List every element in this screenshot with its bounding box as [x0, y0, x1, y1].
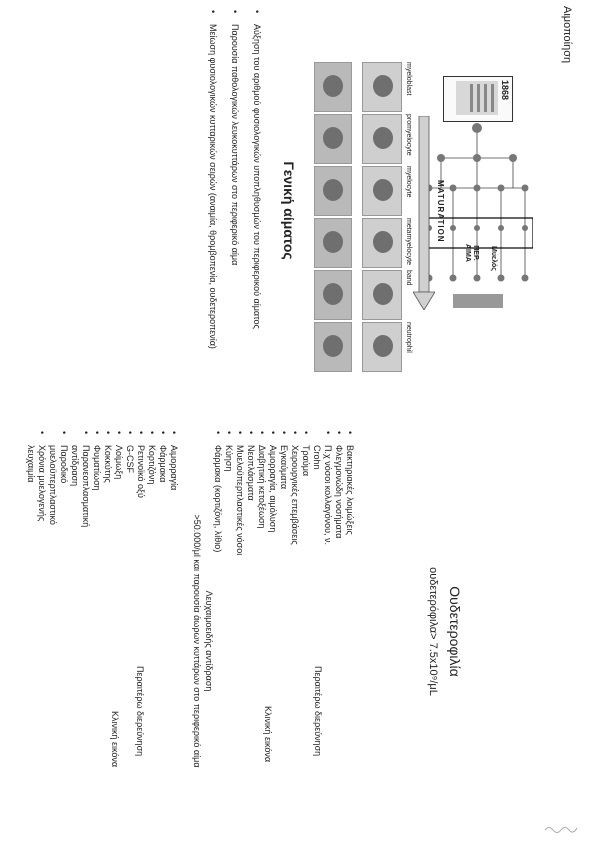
list-item: • Π.χ νόσοι κολλαγόνου, ν. [322, 431, 333, 631]
list-item: • Παρανεοπλασματική [80, 431, 91, 611]
list-item: • Χρόνια μυελογενής [36, 431, 47, 611]
causes-list [212, 431, 355, 631]
cell-image [362, 62, 402, 112]
list-item: • Διαβητική κετοξέωση [256, 431, 267, 631]
list-item: • Φλεγμονώδη νοσήματα [333, 431, 344, 631]
list-item: αντίδραση [70, 445, 80, 487]
hemopoiesis-label: Αιμοποίηση [561, 6, 573, 64]
stage-myeloblast [304, 62, 412, 112]
list-item: • Αύξηση του αριθμού φυσιολογικών υποπληθυσμών του περιφερικού αίματος [251, 10, 263, 410]
stage-band [304, 270, 412, 320]
note-clinical-picture: Κλινική εικόνα [110, 711, 120, 768]
peripheral-blood-label: ΠΕΡ. ΑΙΜΑ [464, 244, 479, 262]
note-further-investigation: Περαιτέρω διερεύνηση [135, 666, 145, 757]
maturation-label: MATURATION [436, 180, 445, 243]
pen-mark [543, 824, 583, 834]
list-item: • Φάρμακα (κορτιζόνη, λίθιο) [212, 431, 223, 631]
stage-label: myeloblast [405, 62, 412, 96]
stage-metamyelocyte [304, 218, 412, 268]
list-item: • Φάρμακα [157, 431, 168, 611]
list-item: • Εγκαύματα [278, 431, 289, 631]
cell-image [362, 218, 402, 268]
maturation-stages [304, 62, 412, 372]
cell-image [362, 114, 402, 164]
stage-promyelocyte [304, 114, 412, 164]
list-item: • Νεοπλάσματα [245, 431, 256, 631]
list-item: • Αιμορραγία, αιμόλυση [267, 431, 278, 631]
stage-label: myelocyte [405, 166, 412, 198]
list-item: • Λοίμωξη [113, 431, 124, 611]
list-item: • Τραύμα [300, 431, 311, 631]
list-item: • Βακτηριακές λοιμώξεις [344, 431, 355, 631]
maturation-arrow [413, 116, 435, 310]
cell-image [314, 270, 352, 320]
slide-subtitle: ουδετερόφιλα> 7.5x10⁹/μL [427, 567, 439, 696]
slide-title: Ουδετεροφιλία [447, 586, 463, 677]
cell-image [362, 322, 402, 372]
stage-label: metamyelocyte [405, 218, 412, 266]
list-item: • Μείωση φυσιολογικών κυτταρικών σειρών (αναιμία, θρομβοπενία, ουδετεροπενία) [207, 10, 219, 410]
list-item: μυελοϋπερπλαστικό [48, 445, 58, 525]
list-item: • Χειρουργικές επεμβάσεις [289, 431, 300, 631]
slide-neutrophilia-content [0, 421, 595, 842]
stage-label: band [405, 270, 412, 286]
slide-title: Γενική αίματος [281, 161, 297, 260]
list-item: • Κύηση [223, 431, 234, 631]
stage-label: promyelocyte [405, 114, 412, 156]
leukemoid-causes-list [25, 431, 179, 611]
list-item: • Κορτιζόνη [146, 431, 157, 611]
list-item: • Ρετινοϊκό οξύ [135, 431, 146, 611]
note-clinical-picture: Κλινική εικόνα [263, 706, 273, 763]
stage-myelocyte [304, 166, 412, 216]
cell-image [314, 166, 352, 216]
list-item: • Φυματίωση [91, 431, 102, 611]
list-item: • Παροδικό [58, 431, 69, 611]
list-item: λευχαιμία [26, 445, 36, 483]
cell-image [314, 322, 352, 372]
list-item: Crohn [312, 445, 322, 470]
list-item: • Αιμορραγία [168, 431, 179, 611]
bone-marrow-label: Μυελός [490, 246, 497, 271]
cell-image [362, 166, 402, 216]
cell-image [314, 114, 352, 164]
stage-label: neutrophil [405, 322, 412, 353]
slide-neutrophilia [0, 421, 595, 842]
bullet-list [197, 10, 263, 410]
list-item: • Κοκκύτης [102, 431, 113, 611]
book-cover-image [443, 76, 513, 122]
note-further-investigation: Περαιτέρω διερεύνηση [313, 666, 323, 757]
leukemoid-reaction-note: Λευχαιμοειδής αντίδραση >50.000/μl και παρουσία άωρων κυττάρων στο περιφερικό αίμα [192, 514, 214, 768]
list-item: • Μυελοϋπερπλαστικές νόσοι [234, 431, 245, 631]
list-item: • Παρουσία παθολογικών λευκοκυττάρων στο περιφερικό αίμα [229, 10, 241, 410]
list-item: • G-CSF [124, 431, 135, 611]
cell-image [362, 270, 402, 320]
stage-neutrophil [304, 322, 412, 372]
cell-image [314, 218, 352, 268]
cell-image [314, 62, 352, 112]
book-year: 1868 [500, 80, 510, 101]
